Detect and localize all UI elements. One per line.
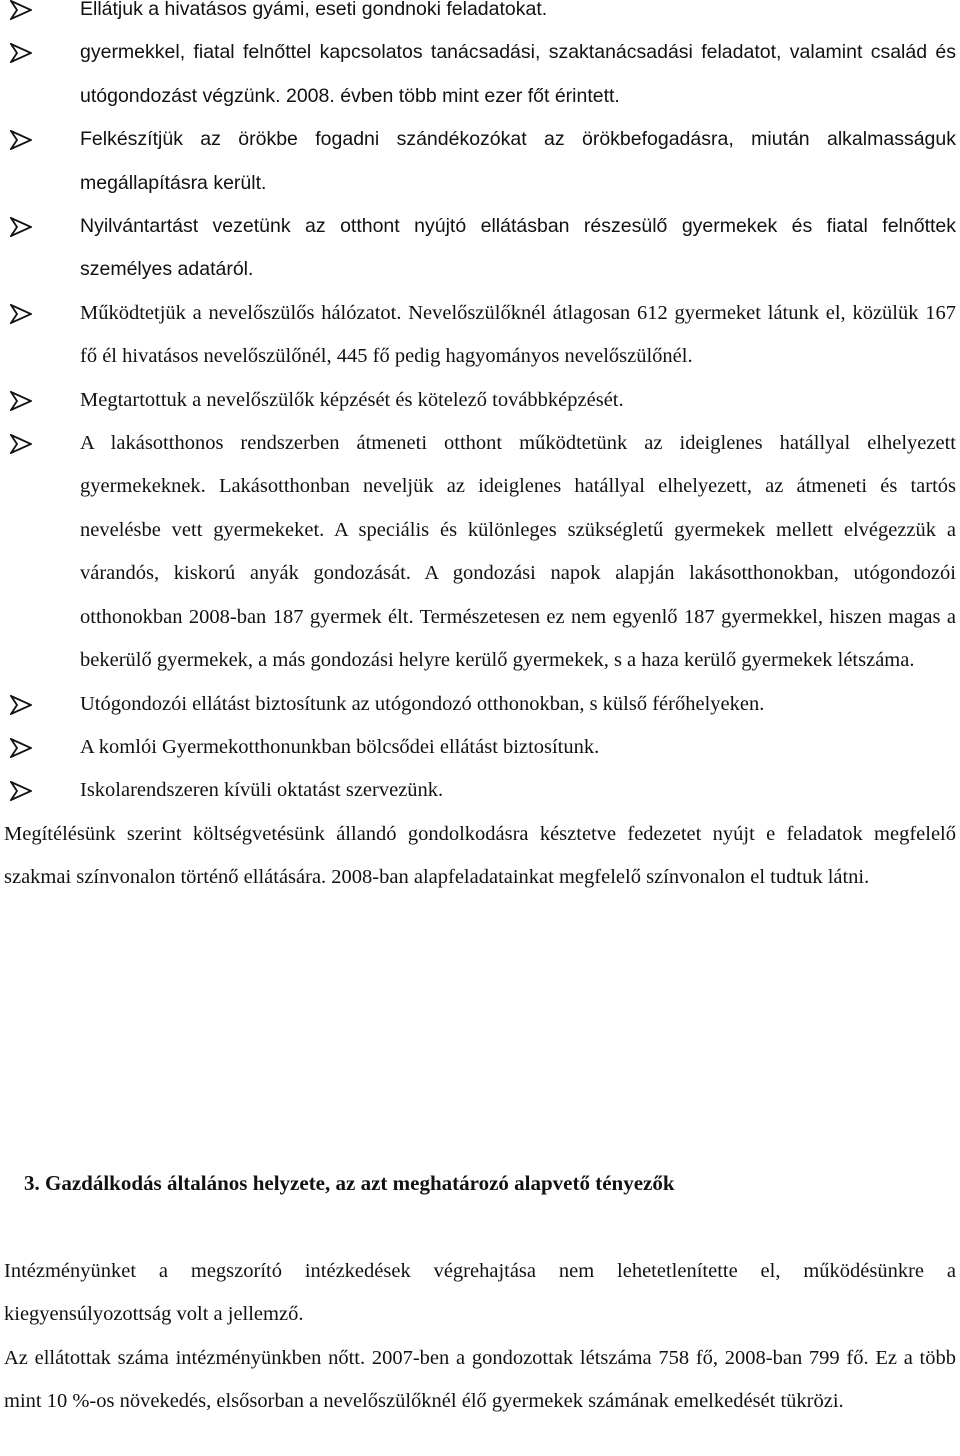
arrowhead-bullet-icon [10,130,32,150]
list-item [0,769,960,812]
list-item [0,118,960,205]
arrowhead-bullet-icon [10,434,32,454]
arrowhead-bullet-icon [10,0,32,20]
list-item [0,31,960,118]
section-paragraph: Intézményünket a megszorító intézkedések végrehajtása nem lehetetlenítette el, működésünkre a kiegyensúlyozottság volt a jellemző. [4,1260,956,1326]
section-number: 3. [24,1171,40,1195]
list-item-text: Megtartottuk a nevelőszülők képzését és kötelező továbbképzését. [80,388,624,411]
list-item-text: Felkészítjük az örökbe fogadni szándékozókat az örökbefogadásra, miután alkalmasságuk megállapításra került. [80,128,956,194]
arrowhead-bullet-icon [10,304,32,324]
list-item [0,292,960,379]
list-item-text: A komlói Gyermekotthonunkban bölcsődei ellátást biztosítunk. [80,735,600,758]
list-item [0,422,960,682]
section-heading [0,1162,954,1205]
arrowhead-bullet-icon [10,391,32,411]
list-item-text: Utógondozói ellátást biztosítunk az utógondozó otthonokban, s külső férőhelyeken. [80,692,765,715]
list-item-text: Iskolarendszeren kívüli oktatást szervezünk. [80,779,444,802]
list-item [0,683,960,726]
list-item-text: Nyilvántartást vezetünk az otthont nyújtó ellátásban részesülő gyermekek és fiatal felnőttek személyes adatáról. [80,215,956,281]
arrowhead-bullet-icon [10,217,32,237]
arrowhead-bullet-icon [10,781,32,801]
list-item [0,0,960,31]
list-item-text: A lakásotthonos rendszerben átmeneti otthont működtetünk az ideiglenes hatállyal elhelyezett gyermekeknek. Lakásotthonban neveljük az ideiglenes hatállyal elhelyezett, az átmeneti és tartós nevelésbe vett gyermekeket. A speciális és különleges szükségletű gyermekek mellett elvégezzük a várandós, kiskorú anyák gondozását. A gondozási napok alapján lakásotthonokban, utógondozói otthonokban 2008-ban 187 gyermek élt. Természetesen ez nem egyenlő 187 gyermekkel, hiszen magas a bekerülő gyermekek, a más gondozási helyre kerülő gyermekek, s a haza kerülő gyermekek létszáma. [80,432,956,672]
list-item [0,726,960,769]
section-title: Gazdálkodás általános helyzete, az azt meghatározó alapvető tényezők [45,1171,675,1195]
list-item-text: gyermekkel, fiatal felnőttel kapcsolatos tanácsadási, szaktanácsadási feladatot, valamint család és utógondozást végzünk. 2008. évben több mint ezer főt érintett. [80,41,956,107]
arrowhead-bullet-icon [10,738,32,758]
list-item-text: Működtetjük a nevelőszülős hálózatot. Nevelőszülőknél átlagosan 612 gyermeket látunk el, közülük 167 fő él hivatásos nevelőszülőnél, 445 fő pedig hagyományos nevelőszülőnél. [80,301,956,368]
closing-paragraph: Megítélésünk szerint költségvetésünk állandó gondolkodásra késztetve fedezetet nyújt e feladatok megfelelő szakmai színvonalon történő ellátására. 2008-ban alapfeladatainkat megfelelő színvonalon el tudtuk látni. [4,822,956,889]
list-item-text: Ellátjuk a hivatásos gyámi, eseti gondnoki feladatokat. [80,0,548,20]
section-body [0,1250,960,1424]
arrowhead-bullet-icon [10,695,32,715]
list-item [0,379,960,422]
arrowhead-bullet-icon [10,43,32,63]
section-paragraph: Az ellátottak száma intézményünkben nőtt. 2007-ben a gondozottak létszáma 758 fő, 2008-ban 799 fő. Ez a több mint 10 %-os növekedés, elsősorban a nevelőszülőknél élő gyermekek számának emelkedését tükrözi. [4,1346,956,1413]
list-item [0,205,960,292]
